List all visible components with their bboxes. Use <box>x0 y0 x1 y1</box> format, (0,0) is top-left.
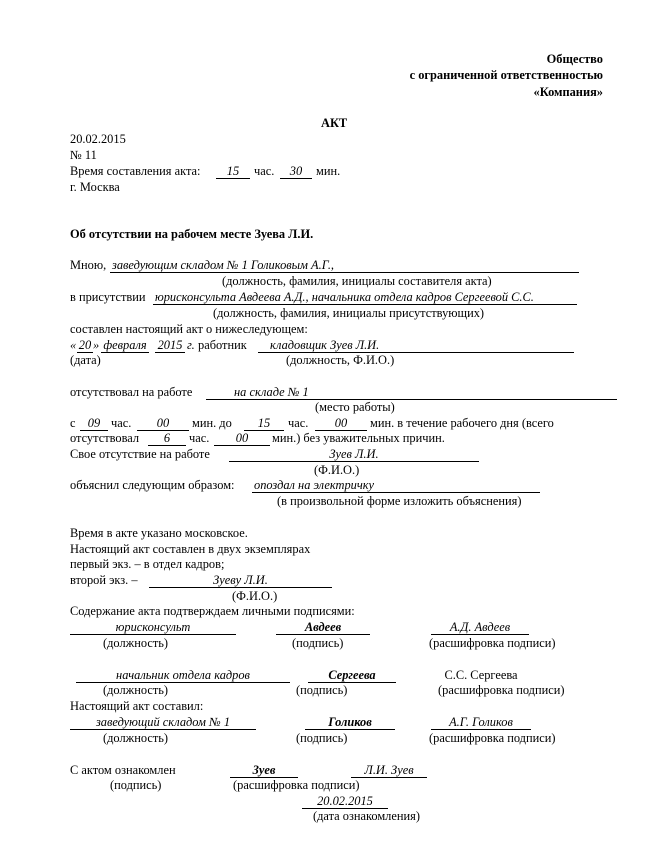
event-worker-label: работник <box>198 338 247 352</box>
composer-name-caption: (расшифровка подписи) <box>429 731 556 745</box>
sign-1-signature: Авдеев <box>276 620 370 635</box>
composer-sign-signature: Голиков <box>305 715 395 730</box>
first-copy-note: первый экз. – в отдел кадров; <box>70 557 225 571</box>
acquainted-signature: Зуев <box>230 763 298 778</box>
acquainted-label: С актом ознакомлен <box>70 763 176 777</box>
sign-2-name: С.С. Сергеева <box>444 668 518 682</box>
event-quote-open: « <box>70 338 77 352</box>
sign-2-name-caption: (расшифровка подписи) <box>438 683 565 697</box>
event-quote-close: » <box>93 338 100 352</box>
event-year-suffix: г. <box>187 338 195 352</box>
present-caption: (должность, фамилия, инициалы присутствующих) <box>213 306 485 320</box>
absence-total-hours-unit: час. <box>189 431 210 445</box>
company-line-1: Общество <box>546 52 603 66</box>
time-hours: 15 <box>216 164 250 179</box>
composer-value: заведующим складом № 1 Голиковым А.Г., <box>110 258 579 273</box>
explain-label: Свое отсутствие на работе <box>70 447 210 461</box>
explain-name-caption: (Ф.И.О.) <box>314 463 360 477</box>
absence-label: отсутствовал на работе <box>70 385 193 399</box>
composed-label: Настоящий акт составил: <box>70 699 204 713</box>
composer-sign-position: заведующий складом № 1 <box>70 715 256 730</box>
absence-to-minutes: 00 <box>315 416 367 431</box>
act-city: г. Москва <box>70 180 120 194</box>
composer-label: Мною, <box>70 258 107 272</box>
absence-from-hours: 09 <box>80 416 108 431</box>
explain-name: Зуев Л.И. <box>229 447 479 462</box>
sign-1-signature-caption: (подпись) <box>292 636 344 650</box>
sign-1-name-caption: (расшифровка подписи) <box>429 636 556 650</box>
company-line-3: «Компания» <box>533 85 603 99</box>
composer-position-caption: (должность) <box>103 731 169 745</box>
absence-from-label: с <box>70 416 76 430</box>
sign-1-position-caption: (должность) <box>103 636 169 650</box>
present-label: в присутствии <box>70 290 146 304</box>
sign-2-position-caption: (должность) <box>103 683 169 697</box>
event-month: февраля <box>101 338 149 353</box>
acquainted-decode-caption: (расшифровка подписи) <box>233 778 360 792</box>
absence-total-minutes: 00 <box>214 431 270 446</box>
time-minutes-unit: мин. <box>316 164 341 178</box>
absence-place-caption: (место работы) <box>315 400 395 414</box>
composer-sign-name: А.Г. Голиков <box>431 715 531 730</box>
explain-reason: опоздал на электричку <box>252 478 540 493</box>
absence-to-hours: 15 <box>244 416 284 431</box>
drawn-up-text: составлен настоящий акт о нижеследующем: <box>70 322 308 336</box>
acquainted-sign-caption: (подпись) <box>110 778 162 792</box>
sign-2-signature-caption: (подпись) <box>296 683 348 697</box>
composer-signature-caption: (подпись) <box>296 731 348 745</box>
confirm-label: Содержание акта подтверждаем личными подписями: <box>70 604 355 618</box>
absence-to-hours-unit: час. <box>288 416 309 430</box>
composer-caption: (должность, фамилия, инициалы составителя акта) <box>222 274 492 288</box>
sign-1-name: А.Д. Авдеев <box>431 620 529 635</box>
explain-reason-caption: (в произвольной форме изложить объяснения) <box>277 494 522 508</box>
event-worker-caption: (должность, Ф.И.О.) <box>286 353 395 367</box>
document-title: АКТ <box>321 116 348 130</box>
event-day: 20 <box>78 338 92 352</box>
company-line-2: с ограниченной ответственностью <box>409 68 603 82</box>
event-date-caption: (дата) <box>70 353 101 367</box>
present-value: юрисконсульта Авдеева А.Д., начальника отдела кадров Сергеевой С.С. <box>153 290 577 305</box>
acquainted-date-caption: (дата ознакомления) <box>313 809 420 823</box>
second-copy-caption: (Ф.И.О.) <box>232 589 278 603</box>
act-date: 20.02.2015 <box>70 132 126 146</box>
second-copy-name: Зуеву Л.И. <box>149 573 332 588</box>
sign-1-position: юрисконсульт <box>70 620 236 635</box>
sign-2-signature: Сергеева <box>308 668 396 683</box>
event-worker: кладовщик Зуев Л.И. <box>258 338 574 353</box>
acquainted-name: Л.И. Зуев <box>351 763 427 778</box>
absence-hours-unit: час. <box>111 416 132 430</box>
event-year: 2015 <box>155 338 185 353</box>
act-number: № 11 <box>70 148 97 162</box>
sign-2-position: начальник отдела кадров <box>76 668 290 683</box>
timezone-note: Время в акте указано московское. <box>70 526 248 540</box>
absence-from-minutes: 00 <box>137 416 189 431</box>
second-copy-label: второй экз. – <box>70 573 138 587</box>
absence-place: на складе № 1 <box>206 385 617 400</box>
act-subject: Об отсутствии на рабочем месте Зуева Л.И. <box>70 227 314 241</box>
absence-minutes-to: мин. до <box>192 416 232 430</box>
absence-total-hours: 6 <box>148 431 186 446</box>
time-hours-unit: час. <box>254 164 275 178</box>
copies-note: Настоящий акт составлен в двух экземплярах <box>70 542 311 556</box>
absence-tail-2: мин.) без уважительных причин. <box>272 431 445 445</box>
time-label: Время составления акта: <box>70 164 201 178</box>
time-minutes: 30 <box>280 164 312 179</box>
absence-tail-1: мин. в течение рабочего дня (всего <box>370 416 554 430</box>
explain-label-2: объяснил следующим образом: <box>70 478 235 492</box>
acquainted-date: 20.02.2015 <box>302 794 388 809</box>
absence-total-label: отсутствовал <box>70 431 140 445</box>
